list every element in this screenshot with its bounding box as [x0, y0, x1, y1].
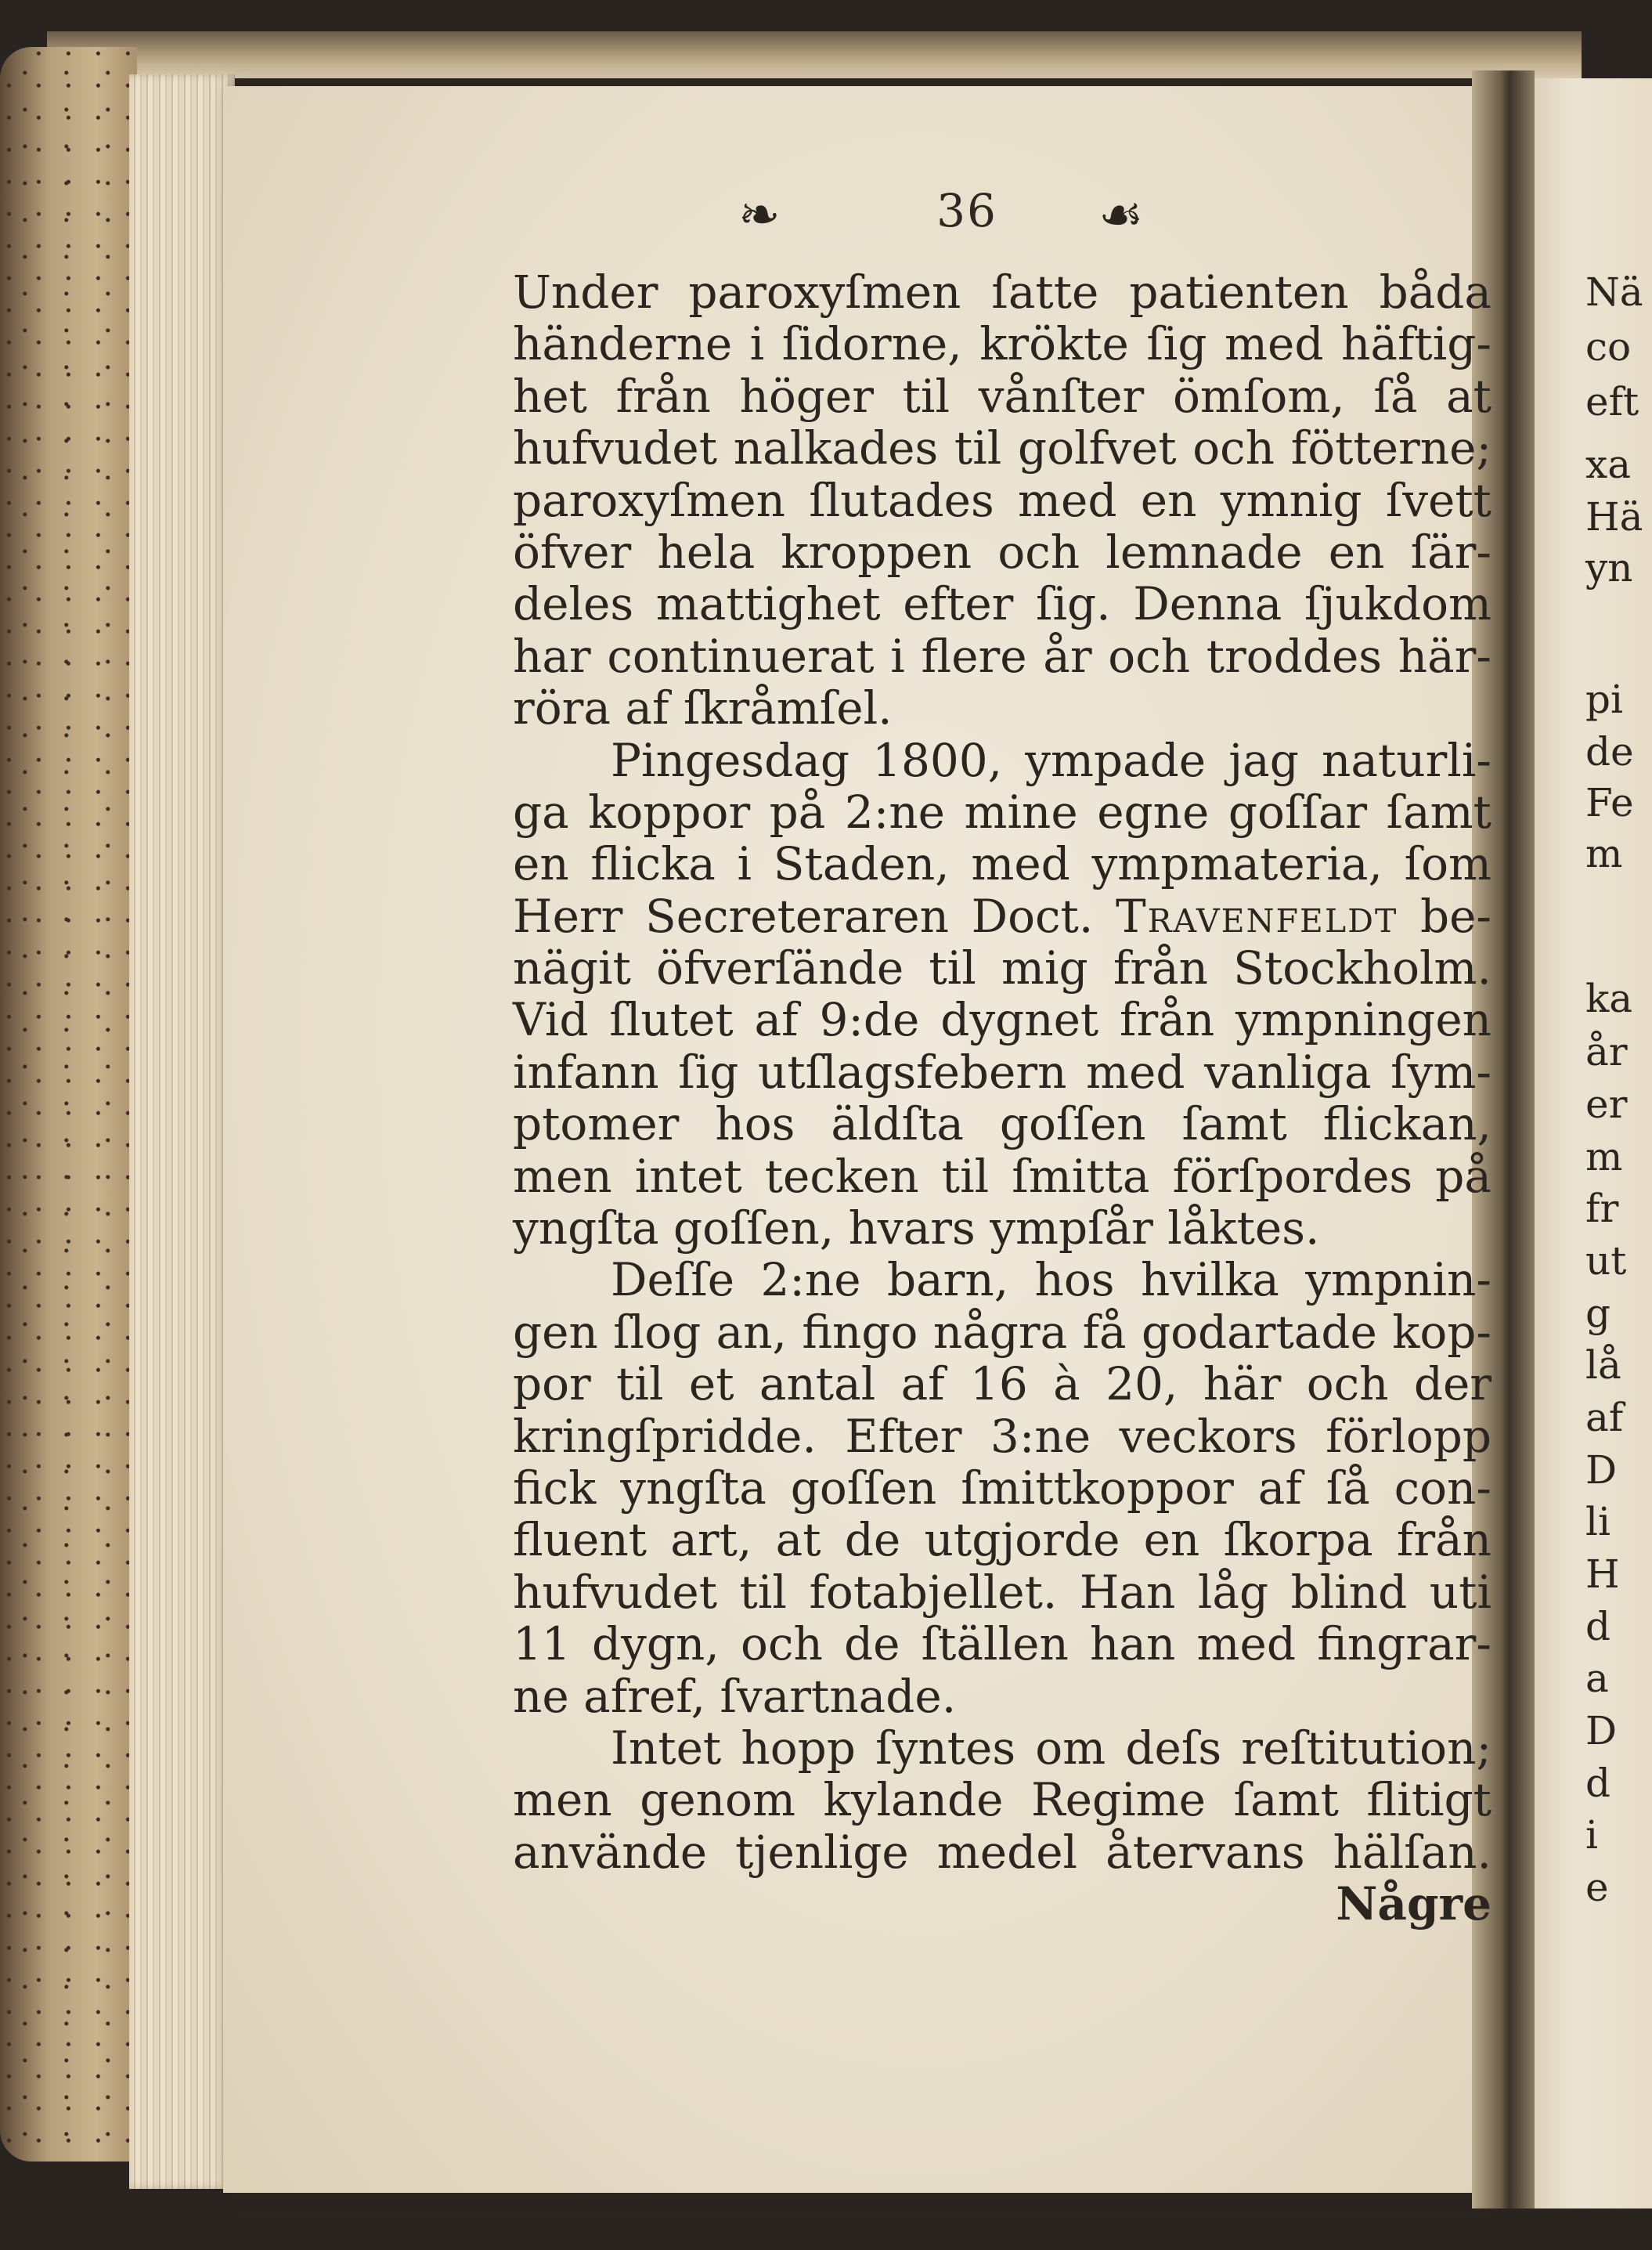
text-line: kringſpridde. Efter 3:ne veckors förlopp	[513, 1409, 1491, 1463]
paragraph-2	[513, 735, 1491, 1255]
text-run: be-	[1419, 889, 1492, 943]
facing-fragment: m	[1585, 1134, 1623, 1179]
paragraph-1	[513, 266, 1491, 735]
text-line: gen ſlog an, fingo några få godartade kop-	[513, 1305, 1491, 1359]
text-line: yngſta goſſen, hvars ympſår låktes.	[513, 1201, 1320, 1255]
facing-fragment: co	[1585, 324, 1632, 370]
facing-fragment: D	[1585, 1447, 1618, 1493]
text-line: fluent art, at de utgjorde en ſkorpa från	[513, 1513, 1491, 1567]
facing-fragment: år	[1585, 1029, 1628, 1074]
page-edges	[129, 74, 235, 2189]
facing-fragment: Nä	[1585, 269, 1643, 315]
facing-fragment: li	[1585, 1499, 1611, 1544]
left-ornament-icon: ❧	[738, 186, 781, 244]
text-line	[513, 890, 1491, 942]
text-line: het från höger til vånſter ömſom, ſå at	[513, 369, 1491, 423]
page-number: 36	[936, 184, 997, 237]
book-cover-left-edge	[0, 47, 137, 2162]
text-line: ne afref, ſvartnade.	[513, 1669, 957, 1723]
text-line: Deſſe 2:ne barn, hos hvilka ympnin-	[611, 1253, 1491, 1307]
facing-fragment: pi	[1585, 677, 1623, 722]
facing-fragment: eft	[1585, 379, 1639, 424]
text-line: por til et antal af 16 à 20, här och der	[513, 1357, 1491, 1411]
facing-fragment: xa	[1585, 442, 1632, 487]
text-line: använde tjenlige medel återvans hälſan.	[513, 1825, 1491, 1879]
facing-fragment: a	[1585, 1656, 1609, 1701]
text-line: deles mattighet efter ſig. Denna ſjukdom	[513, 577, 1491, 631]
text-line: ga koppor på 2:ne mine egne goſſar ſamt	[513, 785, 1491, 839]
facing-fragment: d	[1585, 1604, 1611, 1649]
text-line: men intet tecken til ſmitta förſpordes på	[513, 1149, 1491, 1203]
facing-fragment: g	[1585, 1291, 1611, 1336]
text-run: Herr Secreteraren Doct.	[513, 889, 1094, 943]
text-line: infann ſig utſlagsfebern med vanliga ſym-	[513, 1045, 1491, 1099]
facing-fragment: lå	[1585, 1342, 1621, 1388]
page-body-text	[513, 266, 1491, 1930]
facing-fragment: D	[1585, 1708, 1618, 1753]
facing-fragment: ut	[1585, 1238, 1627, 1284]
text-line: hufvudet til fotabjellet. Han låg blind uti	[513, 1565, 1491, 1619]
facing-fragment: yn	[1585, 545, 1633, 590]
text-line: ptomer hos äldſta goſſen ſamt flickan,	[513, 1097, 1491, 1151]
facing-fragment: e	[1585, 1865, 1609, 1910]
text-line: öfver hela kroppen och lemnade en ſär-	[513, 525, 1491, 579]
text-line: hufvudet nalkades til golfvet och fötterne;	[513, 421, 1491, 475]
facing-fragment: Hä	[1585, 494, 1643, 540]
text-line: nägit öfverſände til mig från Stockholm.	[513, 941, 1491, 995]
text-line: paroxyſmen ſlutades med en ymnig ſvett	[513, 473, 1491, 527]
text-line: röra af ſkråmſel.	[513, 681, 893, 735]
text-line: 11 dygn, och de ſtällen han med fingrar-	[513, 1617, 1491, 1671]
facing-fragment: i	[1585, 1812, 1598, 1858]
text-line: fick yngſta goſſen ſmittkoppor af ſå con-	[513, 1461, 1491, 1515]
text-line: Intet hopp ſyntes om deſs reſtitution;	[611, 1721, 1491, 1775]
facing-fragment: Fe	[1585, 780, 1634, 825]
text-line: men genom kylande Regime ſamt flitigt	[513, 1773, 1491, 1827]
book-cover-top-edge	[47, 31, 1582, 78]
text-line: Vid ſlutet af 9:de dygnet från ympningen	[513, 993, 1491, 1047]
right-ornament-icon: ☙	[1098, 186, 1144, 244]
facing-fragment: ka	[1585, 976, 1633, 1021]
text-line: Pingesdag 1800, ympade jag naturli-	[611, 733, 1491, 787]
text-line: händerne i ſidorne, krökte ſig med häftig-	[513, 317, 1491, 371]
facing-fragment: d	[1585, 1761, 1611, 1806]
facing-fragment: de	[1585, 729, 1634, 775]
person-name: Travenfeldt	[1115, 889, 1398, 943]
facing-fragment: er	[1585, 1082, 1628, 1127]
text-line: en flicka i Staden, med ympmateria, ſom	[513, 837, 1491, 891]
text-line: har continuerat i flere år och troddes här-	[513, 629, 1491, 683]
facing-fragment: af	[1585, 1395, 1624, 1440]
catchword: Någre	[1336, 1877, 1491, 1931]
facing-fragment: fr	[1585, 1186, 1619, 1231]
paragraph-3	[513, 1254, 1491, 1722]
page-header	[223, 184, 1491, 255]
facing-fragment: m	[1585, 831, 1623, 876]
text-line: Under paroxyſmen ſatte patienten båda	[513, 265, 1491, 319]
facing-fragment: H	[1585, 1551, 1620, 1597]
paragraph-4	[513, 1722, 1491, 1878]
